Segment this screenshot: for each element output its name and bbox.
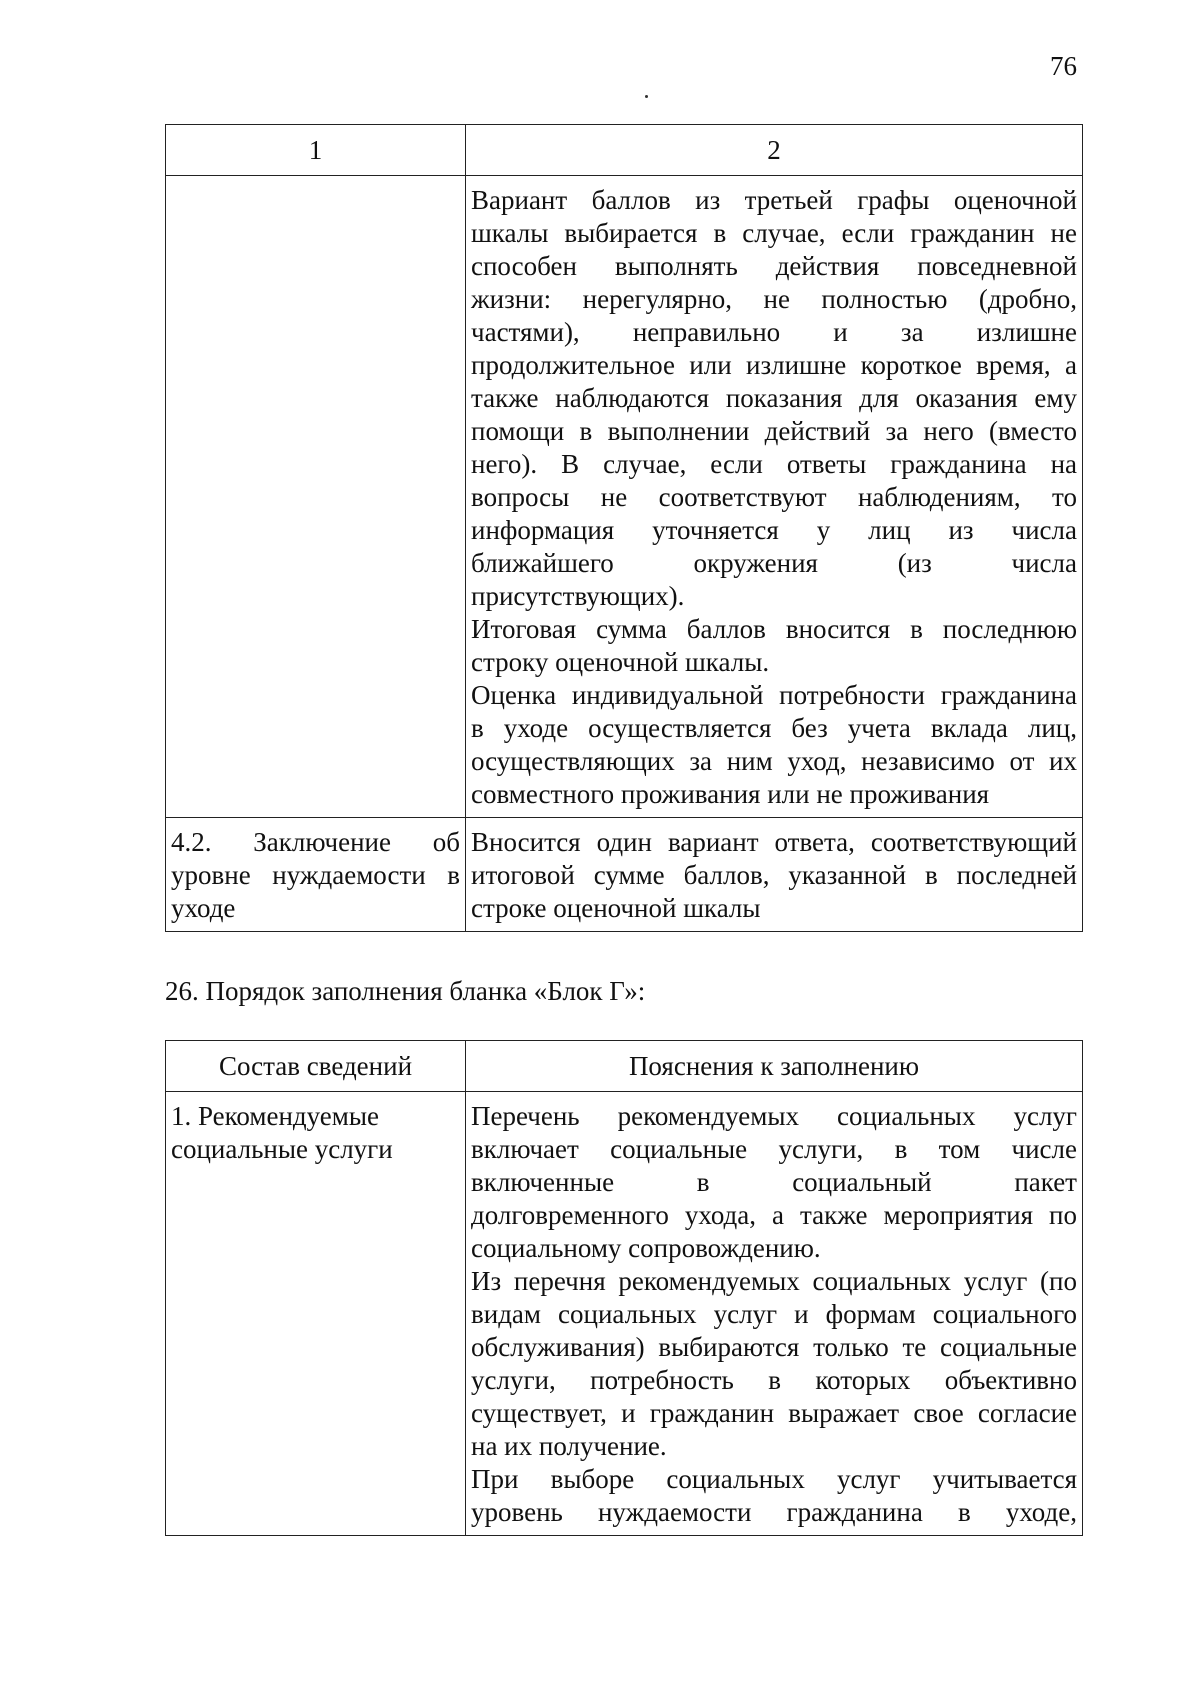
text-line: 1. Рекомендуемые [171,1101,379,1131]
text-line: Из перечня рекомендуемых социальных услуг (по [471,1266,1077,1296]
text-line: При выборе социальных услуг учитывается [471,1464,1077,1494]
column-header-composition: Состав сведений [166,1041,466,1092]
text-line: Оценка индивидуальной потребности гражданина [471,680,1077,710]
text-line: 4.2. Заключение об [171,827,460,857]
text-line: в уходе осуществляется без учета вклада лиц, [471,713,1077,743]
text-line: социальному сопровождению. [471,1233,821,1263]
text-line: ближайшего окружения (из числа [471,548,1077,578]
text-line: совместного проживания или не проживания [471,779,990,809]
column-header-1: 1 [166,125,466,176]
text-line: Перечень рекомендуемых социальных услуг [471,1101,1077,1131]
table-header-row [166,125,1083,176]
table-row [166,176,1083,818]
row-left-cell [166,1092,466,1536]
section-heading: 26. Порядок заполнения бланка «Блок Г»: [165,976,646,1006]
row-right-cell [466,818,1083,932]
text-line: помощи в выполнении действий за него (вместо [471,416,1077,446]
table-block-v-continuation [165,124,1083,932]
text-line: вопросы не соответствуют наблюдениям, то [471,482,1077,512]
text-line: него). В случае, если ответы гражданина на [471,449,1077,479]
scan-dot-mark [645,95,648,98]
text-line: строке оценочной шкалы [471,893,761,923]
text-line: существует, и гражданин выражает свое согласие [471,1398,1077,1428]
text-line: уровень нуждаемости гражданина в уходе, [471,1497,1077,1527]
text-line: жизни: нерегулярно, не полностью (дробно, [471,284,1077,314]
text-line: строку оценочной шкалы. [471,647,770,677]
text-line: информация уточняется у лиц из числа [471,515,1077,545]
text-line: услуги, потребность в которых объективно [471,1365,1077,1395]
text-line: продолжительное или излишне короткое время, а [471,350,1077,380]
text-line: Вносится один вариант ответа, соответствующий [471,827,1077,857]
table-row [166,1092,1083,1536]
text-line: осуществляющих за ним уход, независимо от их [471,746,1077,776]
column-header-2: 2 [466,125,1083,176]
text-line: социальные услуги [171,1134,393,1164]
row-right-cell [466,1092,1083,1536]
text-line: долговременного ухода, а также мероприятия по [471,1200,1077,1230]
text-line: уровне нуждаемости в [171,860,460,890]
text-line: итоговой сумме баллов, указанной в последней [471,860,1077,890]
row-left-cell [166,818,466,932]
row-left-cell [166,176,466,818]
text-line: присутствующих). [471,581,685,611]
text-line: также наблюдаются показания для оказания ему [471,383,1077,413]
table-block-g [165,1040,1083,1536]
text-line: уходе [171,893,236,923]
table-header-row [166,1041,1083,1092]
text-line: на их получение. [471,1431,667,1461]
text-line: включенные в социальный пакет [471,1167,1077,1197]
text-line: включает социальные услуги, в том числе [471,1134,1077,1164]
row-right-cell [466,176,1083,818]
text-line: Вариант баллов из третьей графы оценочной [471,185,1077,215]
text-line: частями), неправильно и за излишне [471,317,1077,347]
table-row [166,818,1083,932]
text-line: обслуживания) выбираются только те социальные [471,1332,1077,1362]
text-line: видам социальных услуг и формам социального [471,1299,1077,1329]
text-line: шкалы выбирается в случае, если гражданин не [471,218,1077,248]
column-header-explanations: Пояснения к заполнению [466,1041,1083,1092]
page-number: 76 [1050,51,1077,81]
text-line: способен выполнять действия повседневной [471,251,1077,281]
text-line: Итоговая сумма баллов вносится в последнюю [471,614,1077,644]
